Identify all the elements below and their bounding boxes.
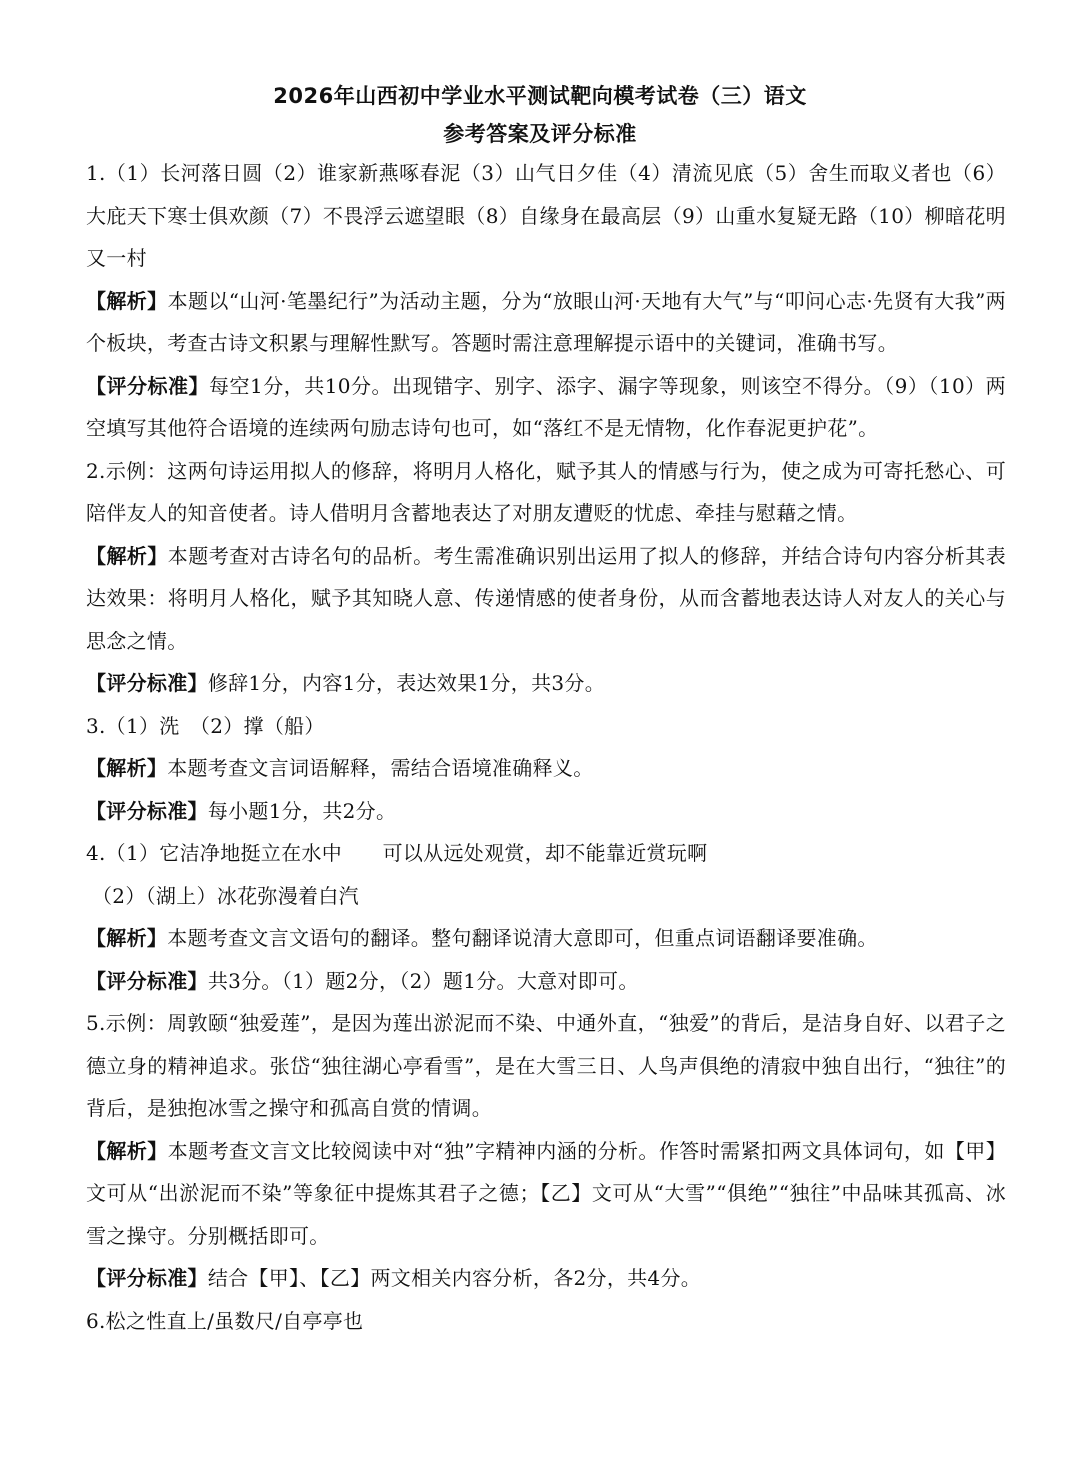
- q2-scoring: [86, 662, 1006, 705]
- scoring-label: 【评分标准】: [86, 1266, 208, 1290]
- q1-scoring: [86, 365, 1006, 450]
- analysis-label: 【解析】: [86, 1138, 168, 1163]
- q4-analysis: [86, 917, 1006, 960]
- q5-answer: 5.示例：周敦颐“独爱莲”，是因为莲出淤泥而不染、中通外直，“独爱”的背后，是洁身自好、以君子之德立身的精神追求。张岱“独往湖心亭看雪”，是在大雪三日、人鸟声俱绝的清寂中独自出行，“独往”的背后，是独抱冰雪之操守和孤高自赏的情调。: [86, 1011, 1006, 1120]
- analysis-label: 【解析】: [86, 543, 168, 568]
- analysis-label: 【解析】: [86, 756, 168, 780]
- scoring-label: 【评分标准】: [86, 671, 208, 695]
- analysis-label: 【解析】: [86, 288, 168, 313]
- q3-scoring: [86, 790, 1006, 833]
- q3-answer: 3.（1）洗 （2）撑（船）: [86, 713, 325, 738]
- q5-scoring-text: 结合【甲】、【乙】两文相关内容分析，各2分，共4分。: [207, 1266, 702, 1290]
- q4-answer-2: （2）（湖上）冰花弥漫着白汽: [92, 883, 359, 908]
- q1-scoring-text: 每空1分，共10分。出现错字、别字、添字、漏字等现象，则该空不得分。（9）（10）两空填写其他符合语境的连续两句励志诗句也可，如“落红不是无情物，化作春泥更护花”。: [86, 373, 1006, 440]
- scoring-label: 【评分标准】: [86, 798, 208, 823]
- q2-answer: 2.示例：这两句诗运用拟人的修辞，将明月人格化，赋予其人的情感与行为，使之成为可寄托愁心、可陪伴友人的知音使者。诗人借明月含蓄地表达了对朋友遭贬的忧虑、牵挂与慰藉之情。: [86, 458, 1006, 525]
- scoring-label: 【评分标准】: [86, 373, 210, 398]
- q2-analysis: [86, 535, 1006, 663]
- q2-analysis-text: 本题考查对古诗名句的品析。考生需准确识别出运用了拟人的修辞，并结合诗句内容分析其表达效果：将明月人格化，赋予其知晓人意、传递情感的使者身份，从而含蓄地表达诗人对友人的关心与思念之情。: [86, 543, 1006, 653]
- q1-analysis-text: 本题以“山河·笔墨纪行”为活动主题，分为“放眼山河·天地有大气”与“叩问心志·先贤有大我”两个板块，考查古诗文积累与理解性默写。答题时需注意理解提示语中的关键词，准确书写。: [86, 288, 1006, 355]
- q1-answer: 1.（1）长河落日圆（2）谁家新燕啄春泥（3）山气日夕佳（4）清流见底（5）舍生而取义者也（6）大庇天下寒士俱欢颜（7）不畏浮云遮望眼（8）自缘身在最高层（9）山重水复疑无路（10）柳暗花明又一村: [86, 161, 1006, 270]
- answer-body: [86, 152, 1006, 1342]
- q1-analysis: [86, 280, 1006, 365]
- q5-analysis: [86, 1130, 1006, 1258]
- q3-analysis-text: 本题考查文言词语解释，需结合语境准确释义。: [167, 756, 594, 780]
- q3-analysis: [86, 747, 1006, 790]
- scoring-label: 【评分标准】: [86, 968, 208, 993]
- analysis-label: 【解析】: [86, 926, 168, 950]
- q5-scoring: [86, 1257, 1006, 1300]
- q4-scoring-text: 共3分。（1）题2分，（2）题1分。大意对即可。: [207, 968, 639, 993]
- page-subtitle: 参考答案及评分标准: [443, 122, 637, 146]
- q6-answer: 6.松之性直上/虽数尺/自亭亭也: [86, 1308, 364, 1333]
- q4-scoring: [86, 960, 1006, 1003]
- q2-scoring-text: 修辞1分，内容1分，表达效果1分，共3分。: [207, 671, 606, 695]
- page-title: 2026年山西初中学业水平测试靶向模考试卷（三）语文: [273, 84, 807, 108]
- q5-analysis-text: 本题考查文言文比较阅读中对“独”字精神内涵的分析。作答时需紧扣两文具体词句，如【甲】文可从“出淤泥而不染”等象征中提炼其君子之德；【乙】文可从“大雪”“俱绝”“独往”中品味其孤高、冰雪之操守。分别概括即可。: [86, 1138, 1006, 1248]
- q4-answer-1: 4.（1）它洁净地挺立在水中 可以从远处观赏，却不能靠近赏玩啊: [86, 841, 708, 865]
- q3-scoring-text: 每小题1分，共2分。: [207, 798, 397, 823]
- q4-analysis-text: 本题考查文言文语句的翻译。整句翻译说清大意即可，但重点词语翻译要准确。: [167, 926, 878, 950]
